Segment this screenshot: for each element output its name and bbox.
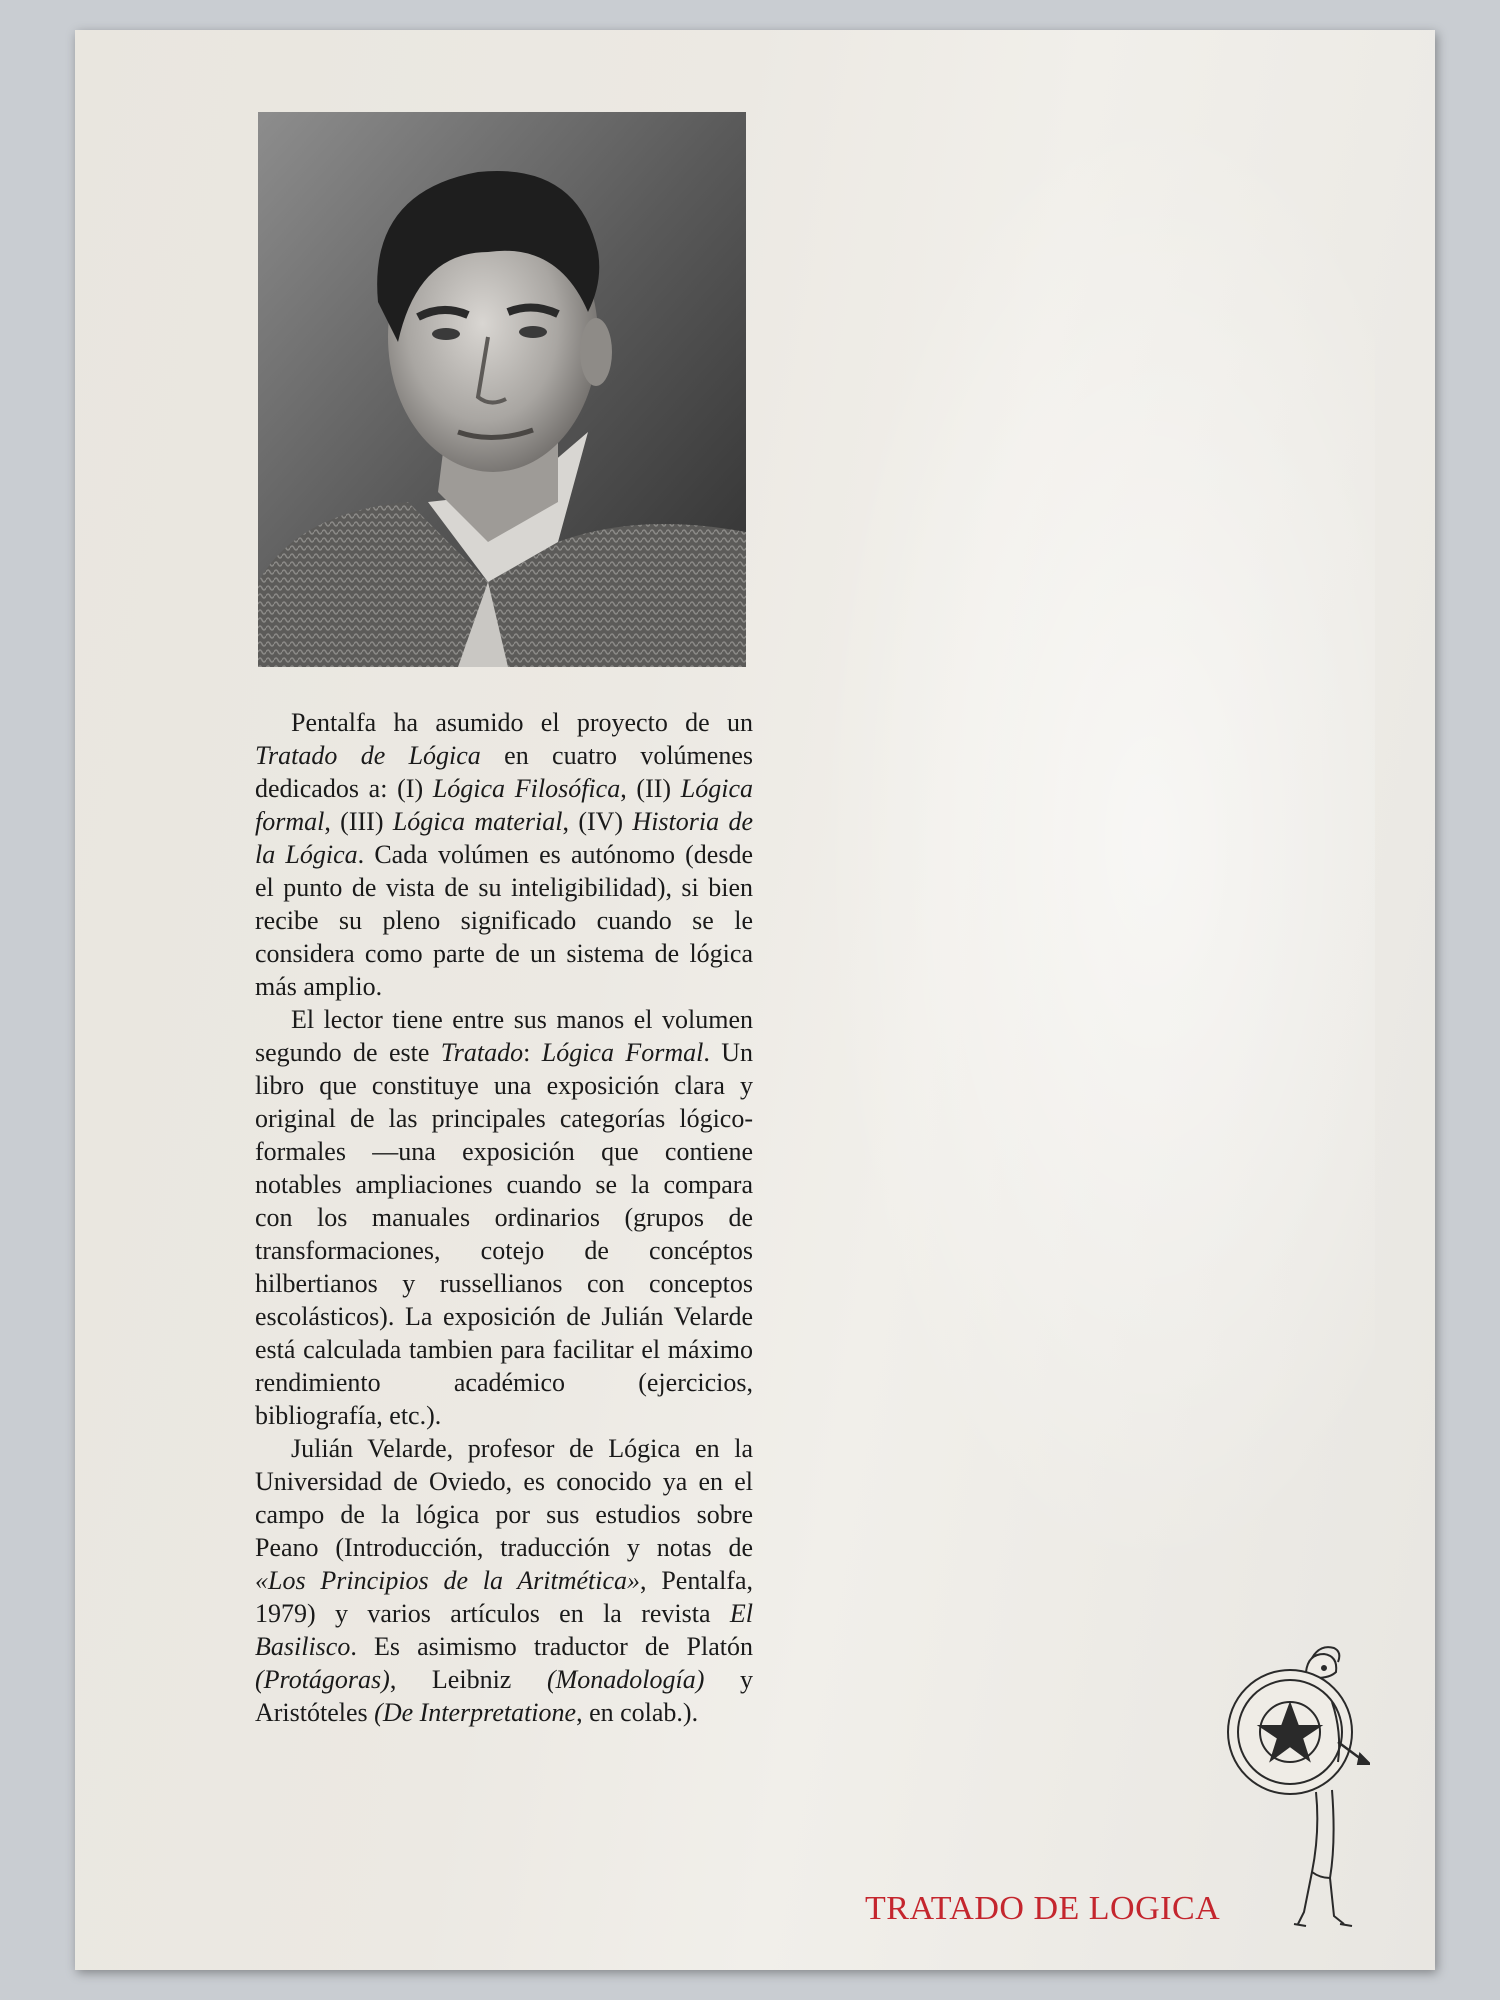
italic-text: Lógica material [392, 807, 563, 836]
cover-sheen [815, 90, 1375, 1590]
text-run: , (III) [324, 807, 393, 836]
italic-text: (Monadología) [546, 1665, 705, 1694]
italic-text: Tratado de Lógica [255, 741, 481, 770]
text-run: y Aristóteles [255, 1665, 753, 1727]
back-cover-blurb [255, 706, 753, 1729]
italic-text: (Protágoras) [255, 1665, 390, 1694]
text-run: , Pentalfa, 1979) y varios artículos en la revista [255, 1566, 754, 1628]
text-run: Pentalfa ha asumido el proyecto de un [291, 708, 753, 737]
text-run: El lector tiene entre sus manos el volumen segundo de este [255, 1005, 753, 1067]
text-run: , en colab.). [576, 1698, 699, 1727]
blurb-paragraph-3 [255, 1432, 753, 1729]
text-run: . Un libro que constituye una exposición clara y original de las principales categorías lógico-formales —una exposición que contiene notables ampliaciones cuando se la compara con los manuales ordinarios (grupos de transformaciones, cotejo de concéptos hilbertianos y russellianos con conceptos escolásticos). La exposición de Julián Velarde está calculada tambien para facilitar el máximo rendimiento académico (ejercicios, bibliografía, etc.). [255, 1038, 753, 1430]
italic-text: Tratado [440, 1038, 524, 1067]
text-run: , Leibniz [389, 1665, 547, 1694]
author-portrait-photo [258, 112, 746, 667]
warrior-with-pentagram-shield-icon [1220, 1642, 1370, 1932]
italic-text: Historia de la Lógica [255, 807, 753, 869]
text-run: . Cada volúmen es autónomo (desde el punto de vista de su inteligibilidad), si bien recibe su pleno significado cuando se le considera como parte de un sistema de lógica más amplio. [255, 840, 753, 1001]
italic-text: El Basilisco [255, 1599, 753, 1661]
book-back-cover [75, 30, 1435, 1970]
italic-text: Lógica formal [255, 774, 753, 836]
text-run: . Es asimismo traductor de Platón [350, 1632, 753, 1661]
text-run: en cuatro volúmenes dedicados a: (I) [255, 741, 753, 803]
blurb-paragraph-2 [255, 1003, 753, 1432]
italic-text: Lógica Filosófica [432, 774, 621, 803]
text-run: , (IV) [562, 807, 633, 836]
italic-text: Lógica Formal [541, 1038, 704, 1067]
blurb-paragraph-1 [255, 706, 753, 1003]
italic-text: (De Interpretatione [374, 1698, 577, 1727]
series-title: TRATADO DE LOGICA [865, 1890, 1221, 1927]
text-run: : [523, 1038, 542, 1067]
italic-text: «Los Principios de la Aritmética» [255, 1566, 641, 1595]
text-run: , (II) [620, 774, 681, 803]
text-run: Julián Velarde, profesor de Lógica en la Universidad de Oviedo, es conocido ya en el campo de la lógica por sus estudios sobre Peano (Introducción, traducción y notas de [255, 1434, 753, 1562]
